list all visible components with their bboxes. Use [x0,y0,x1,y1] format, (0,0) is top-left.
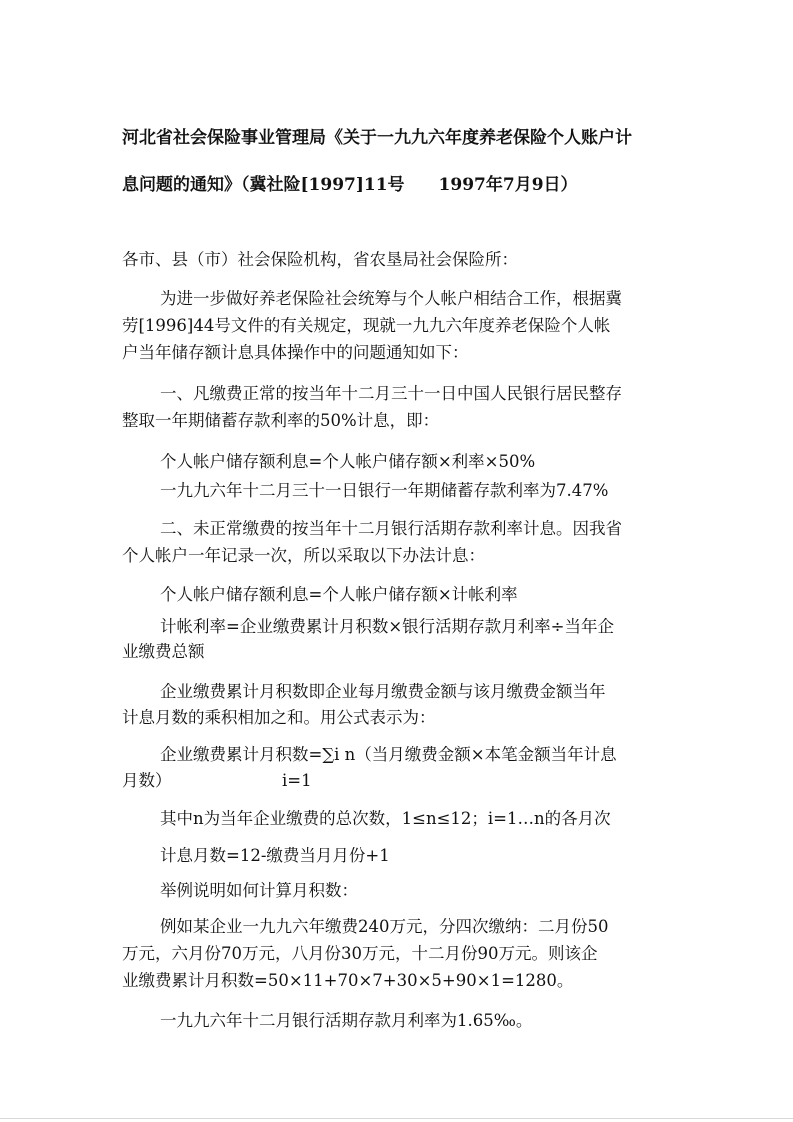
title-line-2: 息问题的通知》（冀社险[1997]11号 1997年7月9日） [122,175,578,195]
paragraph-9-line-1: 企业缴费累计月积数=∑i n（当月缴费金额×本笔金额当年计息 [160,745,617,764]
paragraph-14: 一九九六年十二月银行活期存款月利率为1.65‰。 [160,1011,533,1030]
paragraph-13-line-2: 万元，六月份70万元，八月份30万元，十二月份90万元。则该企 [122,944,598,963]
paragraph-8-line-1: 企业缴费累计月积数即企业每月缴费金额与该月缴费金额当年 [160,682,606,701]
paragraph-1-line-1: 为进一步做好养老保险社会统筹与个人帐户相结合工作，根据冀 [160,289,622,308]
salutation: 各市、县（市）社会保险机构，省农垦局社会保险所： [122,250,518,269]
sum-lower-limit: i=1 [282,771,312,790]
paragraph-8-line-2: 计息月数的乘积相加之和。用公式表示为： [122,708,436,727]
paragraph-11: 计息月数=12-缴费当月月份+1 [160,846,390,865]
paragraph-10: 其中n为当年企业缴费的总次数，1≤n≤12；i=1…n的各月次 [160,809,611,828]
paragraph-12: 举例说明如何计算月积数： [160,881,358,900]
paragraph-3: 个人帐户储存额利息=个人帐户储存额×利率×50% [160,452,536,471]
page-bottom-edge [0,1118,793,1119]
paragraph-4: 一九九六年十二月三十一日银行一年期储蓄存款利率为7.47% [160,481,609,500]
paragraph-5-line-1: 二、未正常缴费的按当年十二月银行活期存款利率计息。因我省 [160,519,622,538]
paragraph-9-line-2: 月数） [122,771,172,790]
paragraph-5-line-2: 个人帐户一年记录一次，所以采取以下办法计息： [122,546,485,565]
paragraph-7-line-1: 计帐利率=企业缴费累计月积数×银行活期存款月利率÷当年企 [160,617,614,636]
paragraph-1-line-3: 户当年储存额计息具体操作中的问题通知如下： [122,343,469,362]
title-line-1: 河北省社会保险事业管理局《关于一九九六年度养老保险个人账户计 [122,128,632,148]
paragraph-6: 个人帐户储存额利息=个人帐户储存额×计帐利率 [160,585,518,604]
paragraph-13-line-3: 业缴费累计月积数=50×11+70×7+30×5+90×1=1280。 [122,971,574,990]
paragraph-2-line-1: 一、凡缴费正常的按当年十二月三十一日中国人民银行居民整存 [160,384,622,403]
paragraph-2-line-2: 整取一年期储蓄存款利率的50%计息，即： [122,411,440,430]
paragraph-7-line-2: 业缴费总额 [122,642,205,661]
paragraph-1-line-2: 劳[1996]44号文件的有关规定，现就一九九六年度养老保险个人帐 [122,316,611,335]
paragraph-13-line-1: 例如某企业一九九六年缴费240万元，分四次缴纳：二月份50 [160,917,609,936]
